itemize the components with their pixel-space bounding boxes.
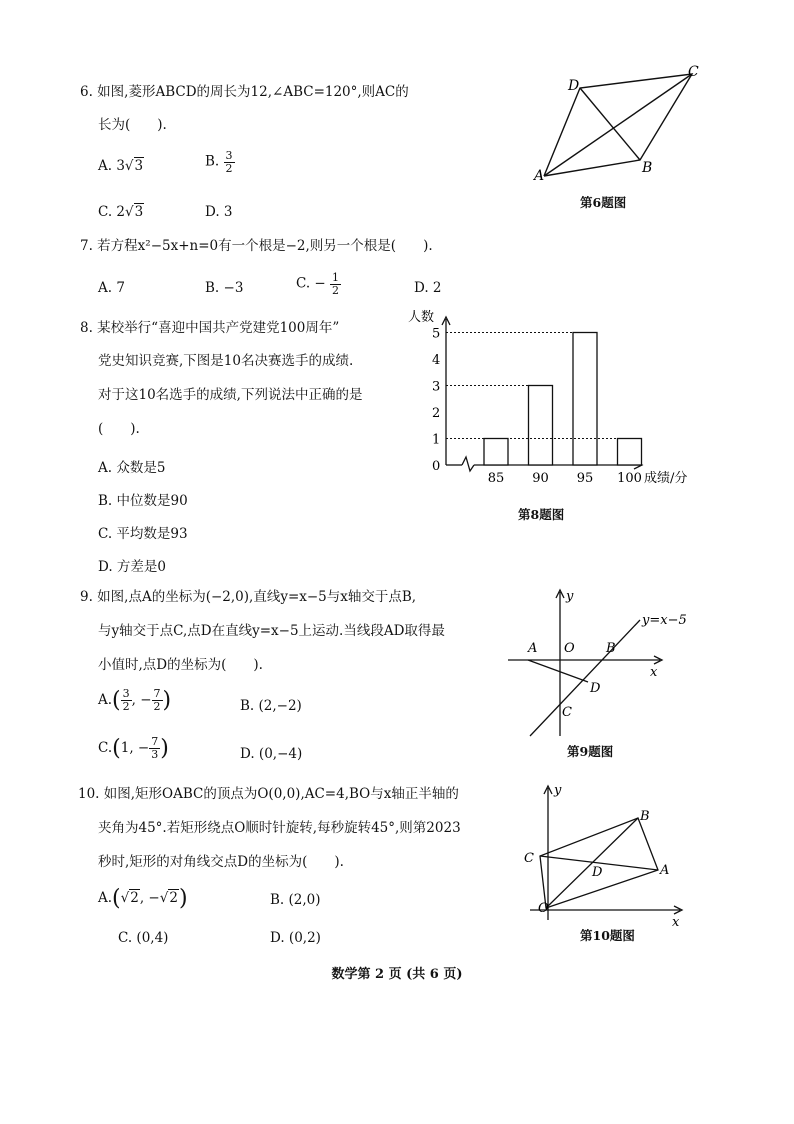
y-tick-label: 3: [432, 379, 441, 395]
q10-rectangle-figure: [510, 780, 690, 930]
x-tick-label: 100: [617, 471, 642, 486]
q9-option-c: C.(1, − $\frac{7}{3}$ ): [98, 735, 169, 761]
q8-figure-caption: 第8题图: [518, 507, 565, 522]
bar-85: [484, 439, 508, 466]
label-a: A: [660, 863, 670, 878]
line-equation-label: y=x−5: [642, 613, 687, 628]
q8-stem-line1: 8. 某校举行“喜迎中国共产党建党100周年”: [80, 320, 340, 336]
q6-option-d: D. 3: [205, 204, 233, 220]
segment-ad: [528, 660, 588, 682]
y-axis-label: 人数: [408, 310, 435, 325]
diagonal-ac: [544, 74, 692, 176]
y-tick-label: 5: [432, 326, 441, 342]
y-tick-label: 4: [432, 353, 441, 368]
q10-stem-line1: 10. 如图,矩形OABC的顶点为O(0,0),AC=4,BO与x轴正半轴的: [78, 786, 459, 802]
x-axis-break: [462, 457, 474, 471]
q7-option-a: A. 7: [98, 280, 125, 296]
label-x: x: [650, 665, 658, 680]
q8-option-c: C. 平均数是93: [98, 526, 188, 542]
q8-bar-chart: [400, 305, 700, 495]
label-d: D: [568, 78, 580, 94]
bar-100: [618, 439, 642, 466]
q10-stem-line3: 秒时,矩形的对角线交点D的坐标为( ).: [98, 854, 344, 870]
q9-stem-line2: 与y轴交于点C,点D在直线y=x−5上运动.当线段AD取得最: [98, 623, 445, 639]
page-footer: 数学第 2 页 (共 6 页): [331, 967, 463, 982]
label-y: y: [554, 783, 562, 798]
label-c: C: [524, 851, 534, 866]
q6-option-a: A. 3√3: [98, 158, 144, 174]
q10-option-c: C. (0,4): [118, 930, 169, 946]
y-tick-label: 0: [432, 459, 441, 474]
q6-option-b: B. $\frac{3}{2}$: [205, 149, 233, 175]
label-x: x: [672, 915, 680, 930]
label-b: B: [606, 641, 616, 656]
label-c: C: [562, 705, 572, 720]
label-a: A: [528, 641, 538, 656]
q6-figure-caption: 第6题图: [580, 195, 627, 210]
q8-stem-line2: 党史知识竞赛,下图是10名决赛选手的成绩.: [98, 353, 354, 369]
q8-stem-line4: ( ).: [98, 421, 140, 437]
label-d: D: [590, 681, 601, 696]
q6-rhombus-figure: [528, 62, 708, 187]
label-a: A: [534, 168, 545, 184]
diagonal-ob: [546, 818, 638, 908]
label-d: D: [592, 865, 603, 880]
q9-stem-line3: 小值时,点D的坐标为( ).: [98, 657, 263, 673]
q10-stem-line2: 夹角为45°.若矩形绕点O顺时针旋转,每秒旋转45°,则第2023: [98, 820, 461, 836]
q7-option-d: D. 2: [414, 280, 442, 296]
q9-option-a: A.( $\frac{3}{2}$ , − $\frac{7}{2}$ ): [98, 687, 172, 713]
q9-option-d: D. (0,−4): [240, 746, 303, 762]
q10-option-b: B. (2,0): [270, 892, 321, 908]
q9-option-b: B. (2,−2): [240, 698, 302, 714]
q8-option-d: D. 方差是0: [98, 559, 167, 575]
q9-figure-caption: 第9题图: [567, 744, 614, 759]
bar-95: [573, 333, 597, 466]
x-tick-label: 90: [532, 471, 549, 486]
q6-stem-line1: 6. 如图,菱形ABCD的周长为12,∠ABC=120°,则AC的: [80, 84, 409, 100]
label-b: B: [640, 809, 650, 824]
q7-option-b: B. −3: [205, 280, 244, 296]
q8-option-a: A. 众数是5: [98, 460, 166, 476]
label-o: O: [564, 641, 575, 656]
q10-figure-caption: 第10题图: [580, 928, 635, 943]
y-tick-label: 2: [432, 406, 441, 421]
label-y: y: [566, 589, 574, 604]
q10-option-a: A.(√2, −√2): [98, 886, 188, 911]
label-o: O: [538, 901, 549, 916]
x-tick-label: 85: [487, 471, 505, 486]
x-tick-label: 95: [576, 471, 594, 486]
q6-option-c: C. 2√3: [98, 204, 144, 220]
q7-stem: 7. 若方程x²−5x+n=0有一个根是−2,则另一个根是( ).: [80, 238, 433, 254]
line-y-equals-x-minus-5: [530, 620, 640, 736]
label-c: C: [688, 64, 699, 80]
diagonal-bd: [580, 88, 640, 160]
bar-90: [529, 386, 553, 466]
label-b: B: [642, 160, 653, 176]
q9-coordinate-figure: [500, 586, 700, 746]
q10-option-d: D. (0,2): [270, 930, 321, 946]
x-axis-label: 成绩/分: [644, 471, 688, 486]
q6-stem-line2: 长为( ).: [98, 117, 167, 133]
q8-stem-line3: 对于这10名选手的成绩,下列说法中正确的是: [98, 387, 363, 403]
q8-option-b: B. 中位数是90: [98, 493, 188, 509]
q9-stem-line1: 9. 如图,点A的坐标为(−2,0),直线y=x−5与x轴交于点B,: [80, 589, 417, 605]
q7-option-c: C. − $\frac{1}{2}$: [296, 271, 340, 297]
y-tick-label: 1: [432, 432, 441, 448]
